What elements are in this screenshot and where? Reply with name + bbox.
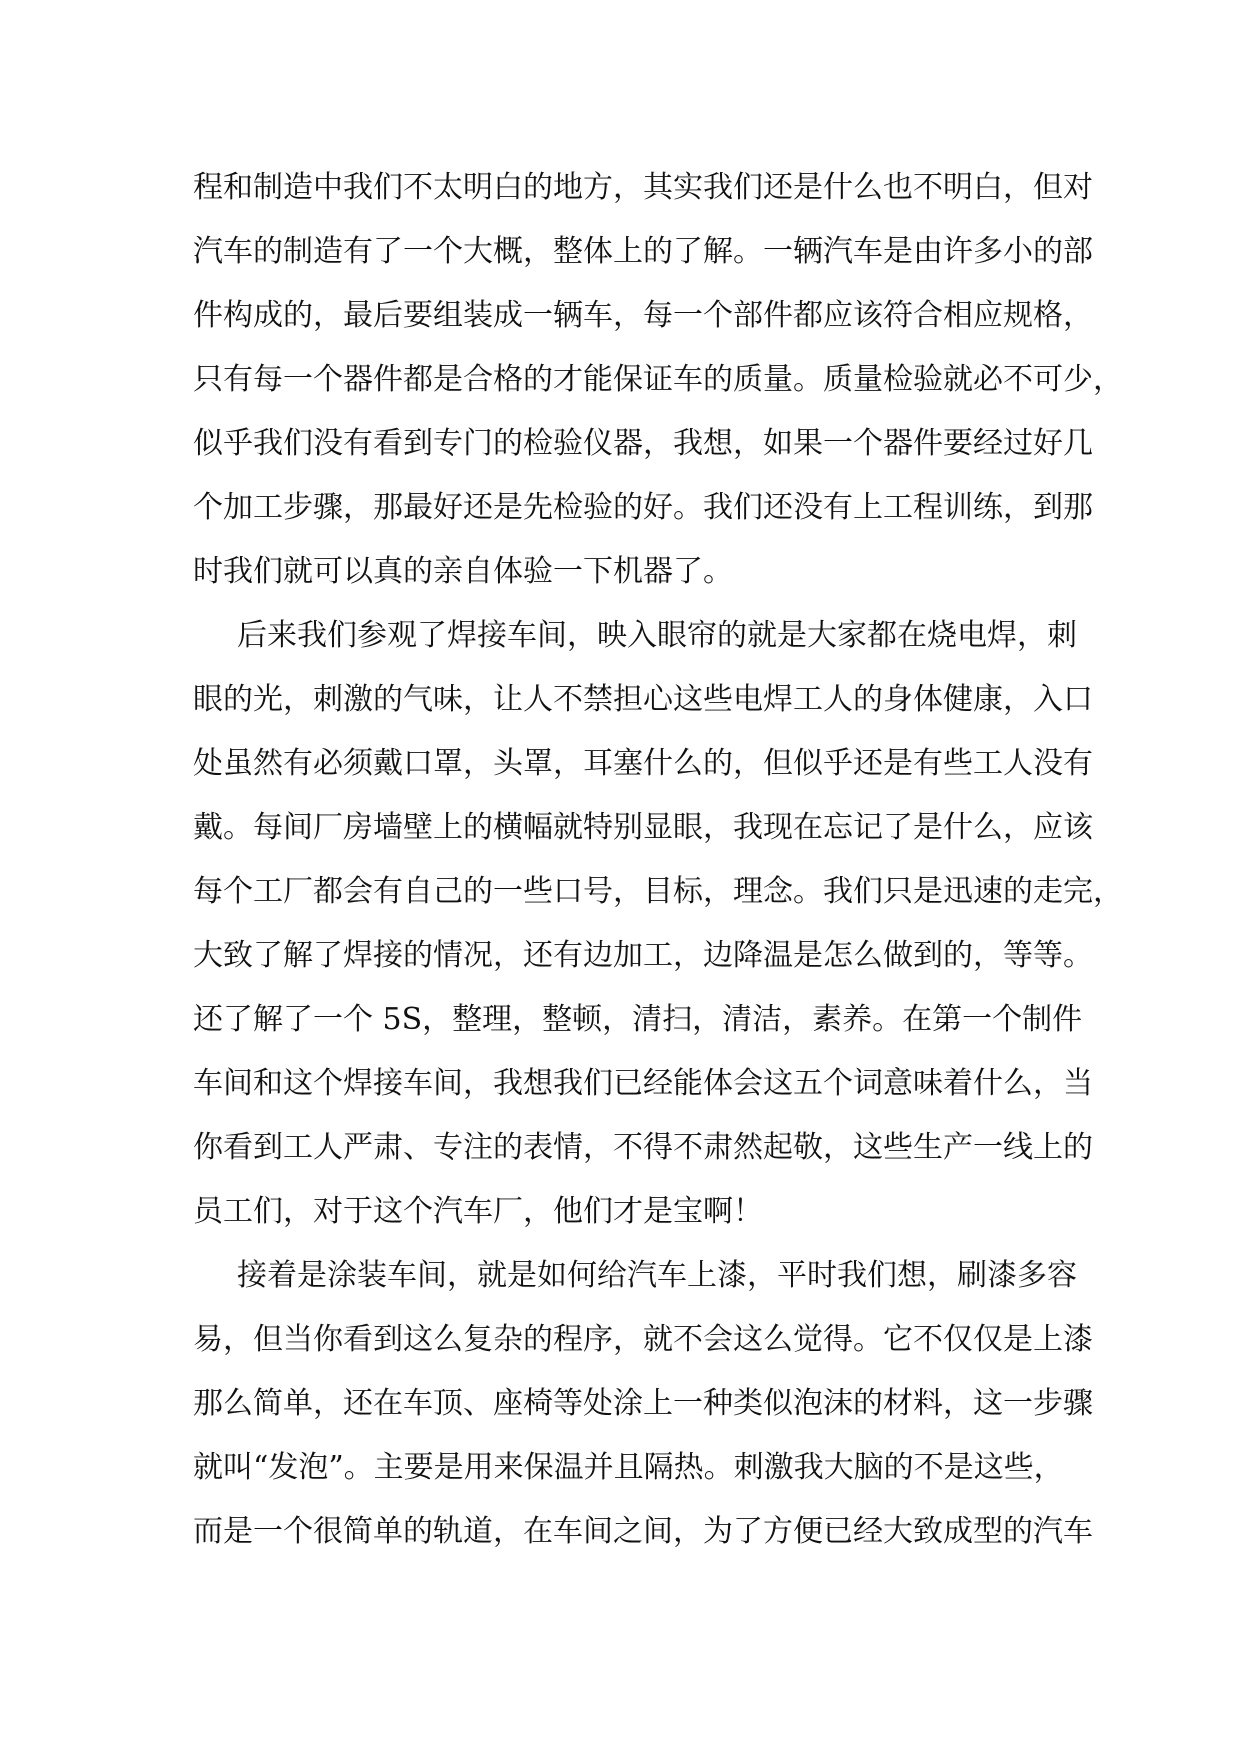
paragraph-1-line-5: 似乎我们没有看到专门的检验仪器，我想，如果一个器件要经过好几 [193,426,1093,461]
paragraph-2-line-9: 你看到工人严肃、专注的表情，不得不肃然起敬，这些生产一线上的 [193,1130,1093,1165]
paragraph-2-line-1: 后来我们参观了焊接车间，映入眼帘的就是大家都在烧电焊，刺 [237,618,1077,653]
paragraph-2-line-6: 大致了解了焊接的情况，还有边加工，边降温是怎么做到的，等等。 [193,938,1093,973]
paragraph-2-line-4: 戴。每间厂房墙壁上的横幅就特别显眼，我现在忘记了是什么，应该 [193,810,1093,845]
paragraph-2-line-3: 处虽然有必须戴口罩，头罩，耳塞什么的，但似乎还是有些工人没有 [193,746,1093,781]
paragraph-3-line-2: 易，但当你看到这么复杂的程序，就不会这么觉得。它不仅仅是上漆 [193,1322,1093,1357]
paragraph-1-line-2: 汽车的制造有了一个大概，整体上的了解。一辆汽车是由许多小的部 [193,234,1093,269]
paragraph-2-line-2: 眼的光，刺激的气味，让人不禁担心这些电焊工人的身体健康，入口 [193,682,1093,717]
paragraph-2-line-8: 车间和这个焊接车间，我想我们已经能体会这五个词意味着什么，当 [193,1066,1093,1101]
paragraph-1-line-1: 程和制造中我们不太明白的地方，其实我们还是什么也不明白，但对 [193,170,1093,205]
paragraph-3-line-5: 而是一个很简单的轨道，在车间之间，为了方便已经大致成型的汽车 [193,1514,1093,1549]
paragraph-1-line-6: 个加工步骤，那最好还是先检验的好。我们还没有上工程训练，到那 [193,490,1093,525]
paragraph-2-line-5: 每个工厂都会有自己的一些口号，目标，理念。我们只是迅速的走完， [193,874,1123,909]
paragraph-3-line-1: 接着是涂装车间，就是如何给汽车上漆，平时我们想，刷漆多容 [237,1258,1077,1293]
paragraph-3-line-4: 就叫“发泡”。主要是用来保温并且隔热。刺激我大脑的不是这些， [193,1450,1064,1485]
paragraph-3-line-3: 那么简单，还在车顶、座椅等处涂上一种类似泡沫的材料，这一步骤 [193,1386,1093,1421]
body-text [193,156,1123,1564]
paragraph-2-line-7: 还了解了一个 5S，整理，整顿，清扫，清洁，素养。在第一个制件 [193,1002,1083,1037]
paragraph-2-line-10: 员工们，对于这个汽车厂，他们才是宝啊！ [193,1194,763,1229]
paragraph-1-line-7: 时我们就可以真的亲自体验一下机器了。 [193,554,733,589]
paragraph-1-line-3: 件构成的，最后要组装成一辆车，每一个部件都应该符合相应规格， [193,298,1093,333]
paragraph-1-line-4: 只有每一个器件都是合格的才能保证车的质量。质量检验就必不可少， [193,362,1123,397]
